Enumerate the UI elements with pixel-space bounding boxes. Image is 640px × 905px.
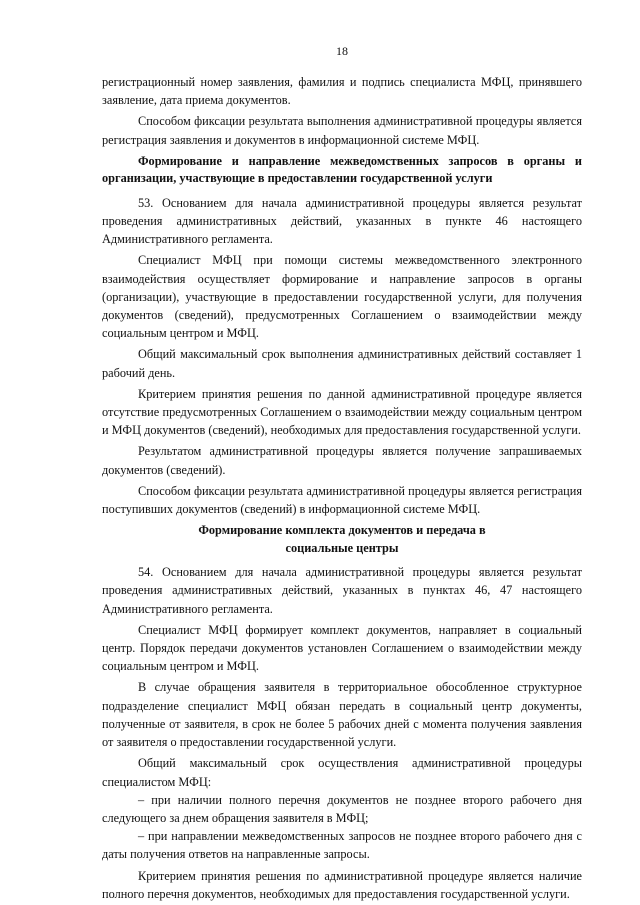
paragraph: В случае обращения заявителя в территориальное обособленное структурное подразделение специалист МФЦ обязан передать в социальный центр документы, полученные от заявителя, в срок не более 5 рабочих дней с момента получения заявления от заявителя о предоставлении государственной услуги. bbox=[102, 680, 582, 750]
paragraph: Критерием принятия решения по административной процедуре является наличие полного перечня документов, необходимых для предоставления государственной услуги. bbox=[102, 868, 582, 901]
paragraph: Специалист МФЦ формирует комплект документов, направляет в социальный центр. Порядок передачи документов установлен Соглашением о взаимодействии между социальным центром и МФЦ. bbox=[102, 622, 582, 674]
paragraph: Способом фиксации результата выполнения административной процедуры является регистрация заявления и документов в информационной системе МФЦ. bbox=[102, 114, 582, 147]
list-item: – при наличии полного перечня документов не позднее второго рабочего дня следующего за днем обращения заявителя в МФЦ; bbox=[102, 792, 582, 825]
paragraph: 54. Основанием для начала административной процедуры является результат проведения административных действий, указанных в пунктах 46, 47 настоящего Административного регламента. bbox=[102, 565, 582, 616]
paragraph: Специалист МФЦ при помощи системы межведомственного электронного взаимодействия осуществляет формирование и направление запросов в органы (организации), участвующие в предоставлении государственной услуги, для получения документов (сведений), предусмотренных Соглашением о взаимодействии между социальным центром и МФЦ. bbox=[102, 253, 582, 341]
paragraph: Общий максимальный срок осуществления административной процедуры специалистом МФЦ: bbox=[102, 756, 582, 789]
section-heading: Формирование и направление межведомственных запросов в органы и организации, участвующие в предоставлении государственной услуги bbox=[102, 153, 582, 186]
section-heading bbox=[102, 522, 582, 557]
page-number: 18 bbox=[336, 44, 348, 58]
paragraph: Критерием принятия решения по данной административной процедуре является отсутствие предусмотренных Соглашением о взаимодействии между социальным центром и МФЦ документов (сведений), необходимых для предоставления государственной услуги. bbox=[102, 386, 582, 438]
paragraph: регистрационный номер заявления, фамилия и подпись специалиста МФЦ, принявшего заявление, дата приема документов. bbox=[102, 75, 582, 108]
paragraph: Общий максимальный срок выполнения административных действий составляет 1 рабочий день. bbox=[102, 347, 582, 380]
list-item: – при направлении межведомственных запросов не позднее второго рабочего дня с даты получения ответов на направленные запросы. bbox=[102, 829, 582, 862]
paragraph: Способом фиксации результата административной процедуры является регистрация поступивших документов (сведений) в информационной системе МФЦ. bbox=[102, 483, 582, 517]
paragraph: Результатом административной процедуры является получение запрашиваемых документов (сведений). bbox=[102, 444, 582, 477]
section-heading-line: социальные центры bbox=[285, 540, 399, 555]
paragraph: 53. Основанием для начала административной процедуры является результат проведения административных действий, указанных в пункте 46 настоящего Административного регламента. bbox=[102, 195, 582, 247]
section-heading-line: Формирование комплекта документов и передача в bbox=[198, 523, 486, 538]
